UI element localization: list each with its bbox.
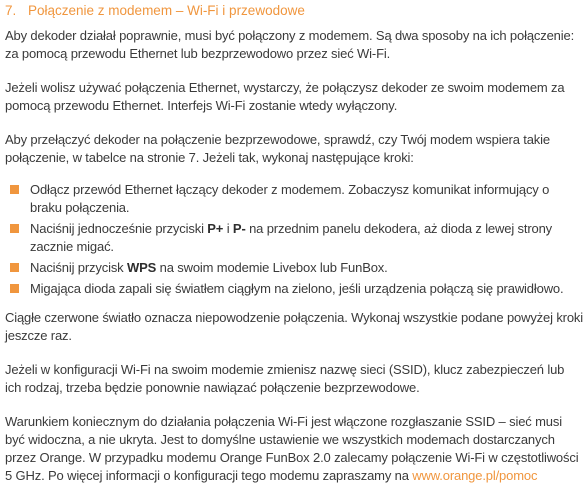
step-text: Migająca dioda zapali się światłem ciągłym na zielono, jeśli urządzenia połączą się prawidłowo. [30, 281, 564, 296]
list-item [5, 259, 583, 277]
steps-list [5, 181, 583, 298]
square-bullet-icon [10, 185, 19, 194]
square-bullet-icon [10, 284, 19, 293]
square-bullet-icon [10, 224, 19, 233]
ethernet-paragraph: Jeżeli wolisz używać połączenia Ethernet, wystarczy, że połączysz dekoder ze swoim modemem za pomocą przewodu Ethernet. Interfejs Wi-Fi zostanie wtedy wyłączony. [5, 80, 565, 113]
section-number: 7. [5, 3, 17, 18]
list-item [5, 280, 583, 298]
step-text-part: na swoim modemie Livebox lub FunBox. [156, 260, 388, 275]
document-page [5, 2, 583, 501]
step-text-part: Naciśnij przycisk [30, 260, 127, 275]
section-title: Połączenie z modemem – Wi-Fi i przewodowe [28, 3, 305, 18]
step-text-part: Naciśnij jednocześnie przyciski [30, 221, 208, 236]
key-label-wps: WPS [126, 260, 157, 275]
ssid-paragraph: Jeżeli w konfiguracji Wi-Fi na swoim modemie zmienisz nazwę sieci (SSID), klucz zabezpieczeń lub ich rodzaj, trzeba będzie ponownie nawiązać połączenie bezprzewodowe. [5, 362, 565, 395]
key-label-p-minus: P- [232, 221, 246, 236]
step-text: Odłącz przewód Ethernet łączący dekoder z modemem. Zobaczysz komunikat informujący o braku połączenia. [30, 182, 550, 215]
step-text-part: na przednim panelu dekodera, aż dioda z lewej strony zacznie migać. [30, 221, 553, 254]
help-link[interactable]: www.orange.pl/pomoc [412, 468, 538, 483]
list-item [5, 220, 583, 256]
condition-paragraph [5, 413, 583, 485]
square-bullet-icon [10, 263, 19, 272]
section-heading [5, 2, 583, 20]
list-item [5, 181, 583, 217]
condition-text: Warunkiem koniecznym do działania połączenia Wi-Fi jest włączone rozgłaszanie SSID – sieć musi być widoczna, a nie ukryta. Jest to domyślne ustawienie we wszystkich modemach dostarczanych przez Orange. W przypadku modemu Orange FunBox 2.0 zalecamy połączenie Wi-Fi w częstotliwości 5 GHz. Po więcej informacji o konfiguracji tego modemu zapraszamy na [5, 414, 579, 483]
key-label-p-plus: P+ [207, 221, 224, 236]
wireless-switch-paragraph: Aby przełączyć dekoder na połączenie bezprzewodowe, sprawdź, czy Twój modem wspiera takie połączenie, w tabelce na stronie 7. Jeżeli tak, wykonaj następujące kroki: [5, 132, 550, 165]
intro-paragraph: Aby dekoder działał poprawnie, musi być połączony z modemem. Są dwa sposoby na ich połączenie: za pomocą przewodu Ethernet lub bezprzewodowo przez sieć Wi-Fi. [5, 28, 575, 61]
step-text-part: i [223, 221, 233, 236]
red-light-paragraph: Ciągłe czerwone światło oznacza niepowodzenie połączenia. Wykonaj wszystkie podane powyżej kroki jeszcze raz. [5, 310, 584, 343]
